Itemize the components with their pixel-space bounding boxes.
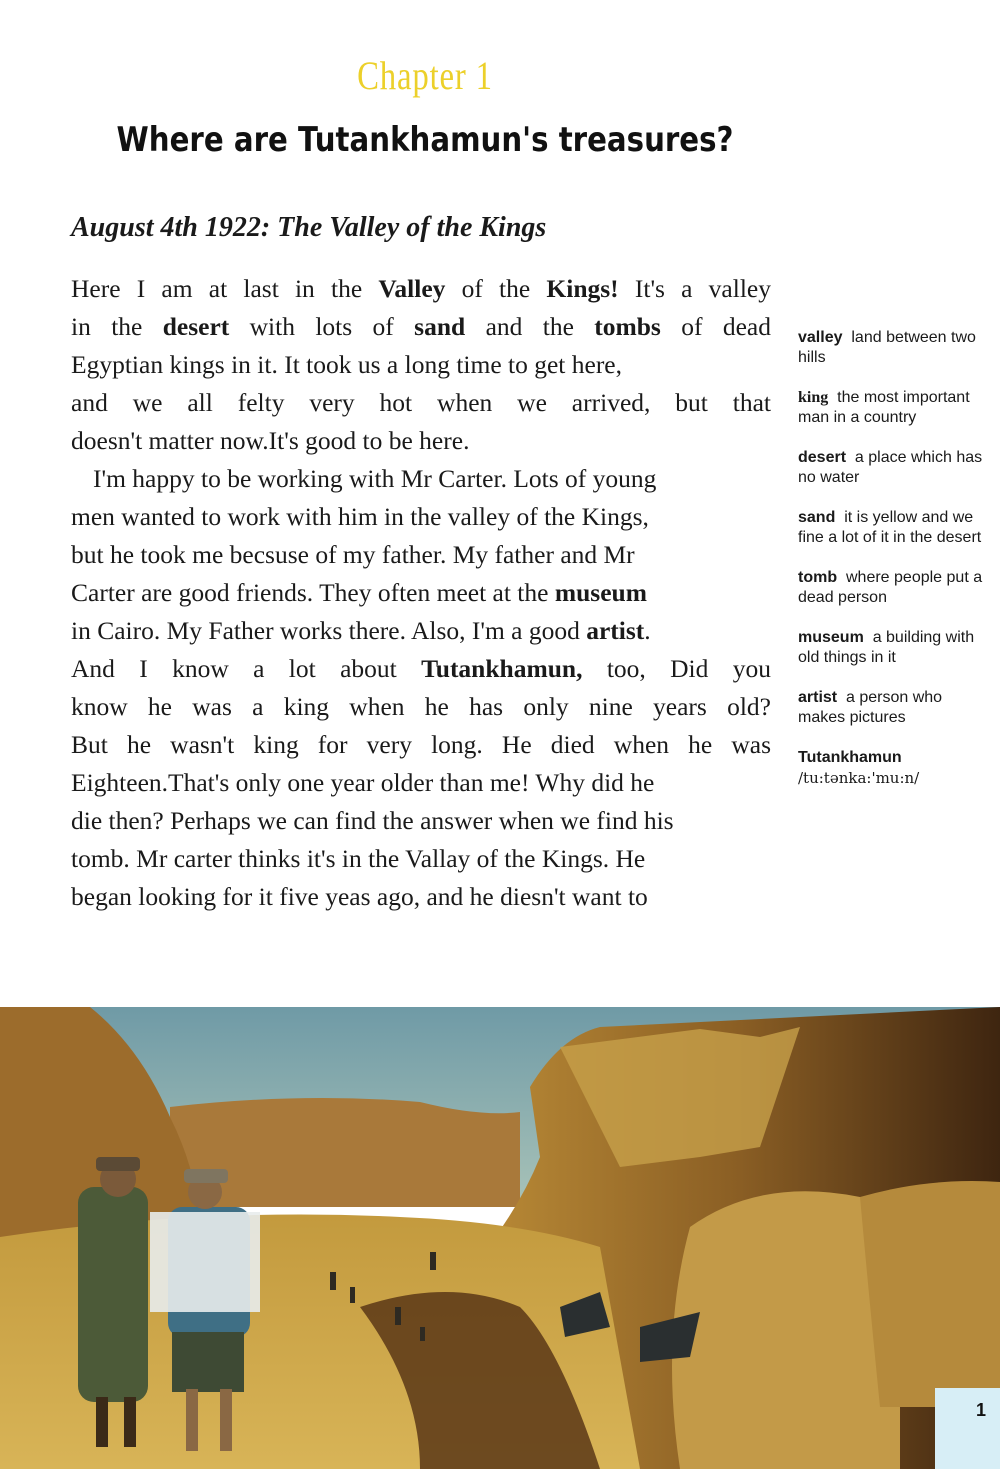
glossary-definition: the most important man in a country xyxy=(798,389,970,426)
vocab-word-tombs: tombs xyxy=(594,312,661,341)
body-line xyxy=(71,650,771,688)
vocab-word-kings: Kings! xyxy=(546,274,619,303)
vocab-word-sand: sand xyxy=(414,312,466,341)
body-line xyxy=(71,802,771,840)
text-run: and the xyxy=(465,312,595,341)
distant-hills xyxy=(170,1098,520,1207)
body-line xyxy=(71,308,771,346)
glossary-definition: a place which has no water xyxy=(798,449,983,486)
text-run: began looking for it five yeas ago, and he diesn't want to xyxy=(71,882,648,911)
glossary-definition: where people put a dead person xyxy=(798,569,983,606)
body-line xyxy=(71,878,771,916)
glossary-term: museum xyxy=(798,629,864,646)
body-line xyxy=(71,346,771,384)
text-run: tomb. Mr carter thinks it's in the Vallay of the Kings. He xyxy=(71,844,646,873)
vocab-word-artist: artist xyxy=(586,616,645,645)
page-number: 1 xyxy=(975,1400,986,1420)
vocab-word-tutankhamun: Tutankhamun, xyxy=(421,654,583,683)
glossary-definition: land between two hills xyxy=(798,329,976,366)
vocab-word-valley: Valley xyxy=(378,274,446,303)
chapter-label: Chapter 1 xyxy=(357,53,493,98)
vocab-word-desert: desert xyxy=(162,312,230,341)
body-line xyxy=(71,422,771,460)
text-run: It's a valley xyxy=(618,274,771,303)
text-run: of dead xyxy=(660,312,771,341)
text-run: doesn't matter now.It's good to be here. xyxy=(71,426,470,455)
text-run: know he was a king when he has only nine years old? xyxy=(71,692,771,721)
glossary-term: artist xyxy=(798,689,838,706)
text-run: I'm happy to be working with Mr Carter. Lots of young xyxy=(93,464,657,493)
glossary-item-tomb xyxy=(798,568,988,608)
text-run: die then? Perhaps we can find the answer when we find his xyxy=(71,806,674,835)
glossary-phonetic: /tu:tənka:'mu:n/ xyxy=(798,769,920,787)
glossary-term: Tutankhamun xyxy=(798,749,902,766)
body-line xyxy=(71,764,771,802)
text-run: And I know a lot about xyxy=(71,654,422,683)
text-run: men wanted to work with him in the valley of the Kings, xyxy=(71,502,649,531)
body-line xyxy=(71,498,771,536)
chapter-title: Where are Tutankhamun's treasures? xyxy=(116,120,734,160)
glossary-item-tutankhamun xyxy=(798,748,988,789)
body-line xyxy=(71,688,771,726)
glossary-term: sand xyxy=(798,509,836,526)
glossary-item-sand xyxy=(798,508,988,548)
page-number-box xyxy=(935,1388,1000,1469)
glossary-item-valley xyxy=(798,328,988,368)
text-run: too, Did you xyxy=(582,654,771,683)
diary-body-text xyxy=(71,270,771,916)
vocab-word-museum: museum xyxy=(554,578,647,607)
body-line xyxy=(71,384,771,422)
diary-entry-heading: August 4th 1922: The Valley of the Kings xyxy=(71,212,547,243)
text-run: in the xyxy=(71,312,163,341)
body-line xyxy=(71,460,771,498)
body-line xyxy=(71,574,771,612)
glossary-term: king xyxy=(798,389,829,406)
text-run: of the xyxy=(445,274,547,303)
glossary-definition: a person who makes pictures xyxy=(798,689,943,726)
text-run: Eighteen.That's only one year older than me! Why did he xyxy=(71,768,655,797)
body-line xyxy=(71,536,771,574)
body-line xyxy=(71,270,771,308)
glossary-item-artist xyxy=(798,688,988,728)
glossary-term: valley xyxy=(798,329,843,346)
text-run: with lots of xyxy=(229,312,415,341)
glossary-item-museum xyxy=(798,628,988,668)
text-run: Carter are good friends. They often meet at the xyxy=(71,578,555,607)
valley-of-the-kings-illustration xyxy=(0,1007,1000,1469)
text-run: But he wasn't king for very long. He died when he was xyxy=(71,730,771,759)
glossary-term: tomb xyxy=(798,569,838,586)
glossary-item-king xyxy=(798,388,988,428)
map-sheet xyxy=(150,1212,260,1312)
body-line xyxy=(71,612,771,650)
body-line xyxy=(71,840,771,878)
near-rock xyxy=(860,1181,1000,1407)
text-run: Here I am at last in the xyxy=(71,274,379,303)
glossary-sidebar xyxy=(798,328,988,809)
body-line xyxy=(71,726,771,764)
glossary-item-desert xyxy=(798,448,988,488)
text-run: in Cairo. My Father works there. Also, I'm a good xyxy=(71,616,587,645)
glossary-term: desert xyxy=(798,449,847,466)
text-run: Egyptian kings in it. It took us a long time to get here, xyxy=(71,350,623,379)
glossary-definition: a building with old things in it xyxy=(798,629,975,666)
text-run: . xyxy=(644,616,651,645)
text-run: and we all felty very hot when we arrived, but that xyxy=(71,388,771,417)
text-run: but he took me becsuse of my father. My father and Mr xyxy=(71,540,635,569)
glossary-definition: it is yellow and we fine a lot of it in the desert xyxy=(798,509,982,546)
